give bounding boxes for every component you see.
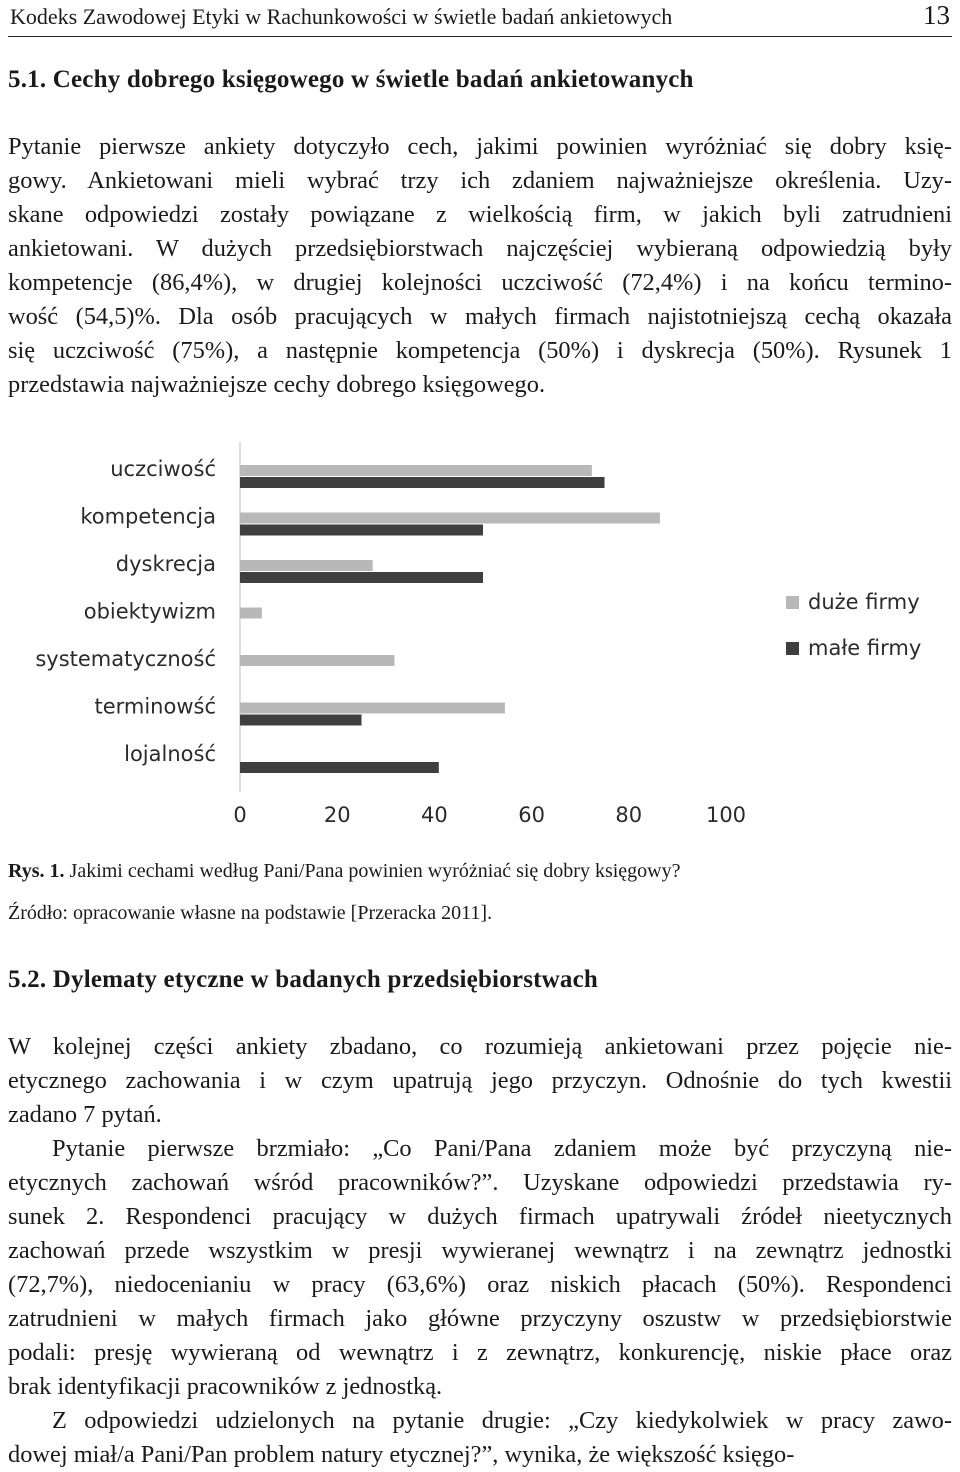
category-label: terminowść: [94, 694, 216, 719]
text-line: zadano 7 pytań.: [8, 1101, 162, 1128]
category-label: uczciwość: [110, 457, 216, 481]
text-line: brak identyfikacji pracowników z jednostką.: [8, 1373, 443, 1400]
section-heading-5-1: 5.1. Cechy dobrego księgowego w świetle badań ankietowanych: [8, 66, 694, 93]
text-line: (72,7%), niedocenianiu w pracy (63,6%) oraz niskich płacach (50%). Respondenci: [8, 1271, 952, 1298]
bar-male-firmy: [240, 525, 483, 536]
figure-title: Jakimi cechami według Pani/Pana powinien wyróżniać się dobry księgowy?: [69, 860, 681, 882]
x-tick-label: 20: [323, 803, 351, 827]
text-line: dowej miał/a Pani/Pan problem natury etycznej?”, wynika, że większość księgo-: [8, 1441, 795, 1468]
x-tick-label: 0: [233, 803, 247, 827]
legend-swatch: [786, 596, 799, 609]
figure-1-chart: [0, 430, 960, 850]
paragraph-intro: [8, 1030, 952, 1132]
text-line: Z odpowiedzi udzielonych na pytanie drugie: „Czy kiedykolwiek w pracy zawo-: [52, 1407, 952, 1434]
bar-duze-firmy: [240, 465, 592, 476]
bar-male-firmy: [240, 762, 439, 773]
bar-male-firmy: [240, 572, 483, 583]
legend-swatch: [786, 642, 799, 655]
paragraph-question-one: [8, 1132, 952, 1404]
text-line: podali: presję wywieraną od wewnątrz i z zewnątrz, konkurencję, niskie płace oraz: [8, 1339, 952, 1366]
text-line: kompetencje (86,4%), w drugiej kolejności uczciwość (72,4%) i na końcu termino-: [8, 269, 952, 296]
bar-duze-firmy: [240, 608, 262, 619]
text-line: zatrudnieni w małych firmach jako główne przyczyny oszustw w przedsiębiorstwie: [8, 1305, 952, 1332]
figure-label: Rys. 1.: [8, 860, 65, 882]
figure-caption: [8, 860, 681, 883]
x-tick-label: 80: [615, 803, 643, 827]
section-heading-5-2: 5.2. Dylematy etyczne w badanych przedsiębiorstwach: [8, 966, 598, 993]
text-line: się uczciwość (75%), a następnie kompetencja (50%) i dyskrecja (50%). Rysunek 1: [8, 337, 952, 364]
x-tick-label: 100: [705, 803, 747, 827]
running-header: [8, 0, 952, 37]
bar-duze-firmy: [240, 703, 505, 714]
category-label: lojalność: [124, 742, 216, 766]
figure-source: Źródło: opracowanie własne na podstawie [Przeracka 2011].: [8, 902, 493, 924]
text-line: skane odpowiedzi zostały powiązane z wielkością firm, w jakich byli zatrudnieni: [8, 201, 952, 228]
category-label: obiektywizm: [83, 599, 216, 624]
x-tick-label: 40: [421, 803, 448, 827]
text-line: Pytanie pierwsze brzmiało: „Co Pani/Pana zdaniem może być przyczyną nie-: [52, 1135, 952, 1162]
legend-label: małe firmy: [808, 636, 922, 660]
bar-male-firmy: [240, 477, 605, 488]
category-label: systematyczność: [35, 647, 216, 671]
bar-duze-firmy: [240, 560, 373, 571]
text-line: etycznego zachowania i w czym upatrują jego przyczyn. Odnośnie do tych kwestii: [8, 1067, 952, 1094]
text-line: W kolejnej części ankiety zbadano, co rozumieją ankietowani przez pojęcie nie-: [8, 1033, 952, 1060]
running-title: Kodeks Zawodowej Etyki w Rachunkowości w świetle badań ankietowych: [10, 4, 673, 29]
text-line: sunek 2. Respondenci pracujący w dużych firmach upatrywali źródeł nieetycznych: [8, 1203, 952, 1230]
category-label: kompetencja: [80, 504, 216, 529]
text-line: wość (54,5)%. Dla osób pracujących w małych firmach najistotniejszą cechą okazała: [8, 303, 952, 330]
page-number: 13: [923, 0, 950, 30]
bar-duze-firmy: [240, 513, 660, 524]
text-line: przedstawia najważniejsze cechy dobrego księgowego.: [8, 371, 546, 398]
text-line: etycznych zachowań wśród pracowników?”. Uzyskane odpowiedzi przedstawia ry-: [8, 1169, 952, 1196]
paragraph-features: [8, 130, 952, 402]
x-tick-label: 60: [518, 803, 545, 827]
bar-duze-firmy: [240, 655, 395, 666]
legend-label: duże firmy: [808, 590, 920, 614]
text-line: gowy. Ankietowani mieli wybrać trzy ich zdaniem najważniejsze określenia. Uzy-: [8, 167, 952, 194]
text-line: Pytanie pierwsze ankiety dotyczyło cech, jakimi powinien wyróżniać się dobry księ-: [8, 133, 952, 160]
bar-male-firmy: [240, 715, 362, 726]
bar-chart: [0, 430, 960, 850]
text-line: ankietowani. W dużych przedsiębiorstwach najczęściej wybieraną odpowiedzią były: [8, 235, 952, 262]
paragraph-question-two: [8, 1404, 952, 1472]
category-label: dyskrecja: [115, 552, 216, 576]
text-line: zachowań przede wszystkim w presji wywieranej wewnątrz i na zewnątrz jednostki: [8, 1237, 952, 1264]
